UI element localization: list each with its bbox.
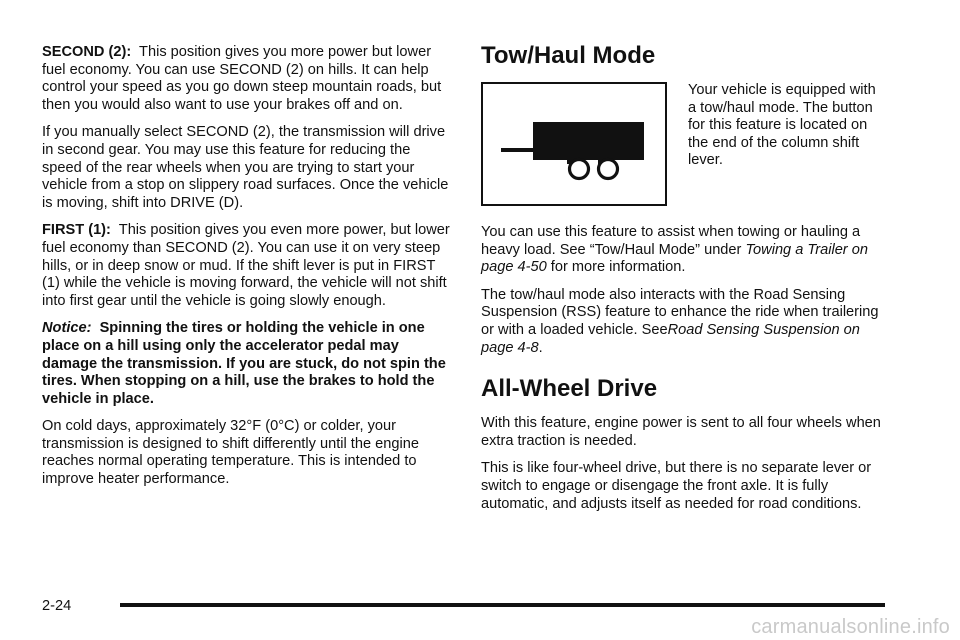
awd-paragraph-2: This is like four-wheel drive, but there is no separate lever or switch to engage or disengage the front axle. It is fully automatic, and adjusts itself as needed for road conditions. <box>481 460 872 512</box>
first-gear-lead: FIRST (1): <box>42 222 111 239</box>
trailer-icon <box>481 82 667 206</box>
tow-haul-usage-text: You can use this feature to assist when towing or hauling a heavy load. See “Tow/Haul Mode” under <box>481 224 861 258</box>
tow-haul-description: Your vehicle is equipped with a tow/haul mode. The button for this feature is located on the end of the column shift lever. <box>688 82 876 169</box>
awd-paragraph-1: With this feature, engine power is sent to all four wheels when extra traction is needed. <box>481 415 881 449</box>
second-gear-paragraph <box>42 44 452 114</box>
tow-haul-heading: Tow/Haul Mode <box>481 42 656 69</box>
right-column <box>481 42 891 523</box>
first-gear-text: This position gives you even more power, but lower fuel economy than SECOND (2). You can use it on very steep hills, or in deep snow or mud. If the shift lever is put in FIRST (1) while the vehicle is moving forward, the vehicle will not shift into first gear until the vehicle is going slowly enough. <box>42 222 450 309</box>
rss-paragraph <box>481 287 891 357</box>
notice-lead: Notice: <box>42 320 92 337</box>
road-sensing-reference: Road Sensing Suspension on page 4-8 <box>481 321 860 356</box>
all-wheel-drive-heading: All-Wheel Drive <box>481 375 658 403</box>
cold-days-paragraph: On cold days, approximately 32°F (0°C) or colder, your transmission is designed to shift differently until the engine reaches normal operating temperature. This is intended to improve heater performance. <box>42 418 419 488</box>
notice-text: Spinning the tires or holding the vehicle in one place on a hill using only the accelerator pedal may damage the transmission. If you are stuck, do not spin the tires. When stopping on a hill, use the brakes to hold the vehicle in place. <box>42 320 446 407</box>
first-gear-paragraph <box>42 222 452 310</box>
footer-rule <box>120 603 885 607</box>
watermark-text: carmanualsonline.info <box>751 616 950 638</box>
trailer-icon-graphic <box>483 84 665 204</box>
left-column <box>42 44 452 499</box>
notice-paragraph <box>42 320 452 408</box>
tow-haul-usage-paragraph <box>481 224 891 277</box>
towing-trailer-reference: Towing a Trailer on page 4-50 <box>481 241 868 276</box>
page-number: 2-24 <box>42 598 72 614</box>
rss-tail: . <box>538 339 543 356</box>
second-gear-lead: SECOND (2): <box>42 44 132 60</box>
manual-second-paragraph: If you manually select SECOND (2), the transmission will drive in second gear. You may use this feature for reducing the speed of the rear wheels when you are trying to start your vehicle from a stop on slippery road surfaces. Once the vehicle is moving, shift into DRIVE (D). <box>42 124 449 211</box>
second-gear-text: This position gives you more power but lower fuel economy. You can use SECOND (2) on hills. It can help control your speed as you go down steep mountain roads, but then you would also want to use your brakes off and on. <box>42 44 442 113</box>
rss-text: The tow/haul mode also interacts with the Road Sensing Suspension (RSS) feature to enhance the ride when trailering or with a loaded vehicle. See <box>481 286 879 338</box>
tow-haul-usage-tail: for more information. <box>550 259 686 276</box>
tow-haul-intro <box>481 82 891 206</box>
